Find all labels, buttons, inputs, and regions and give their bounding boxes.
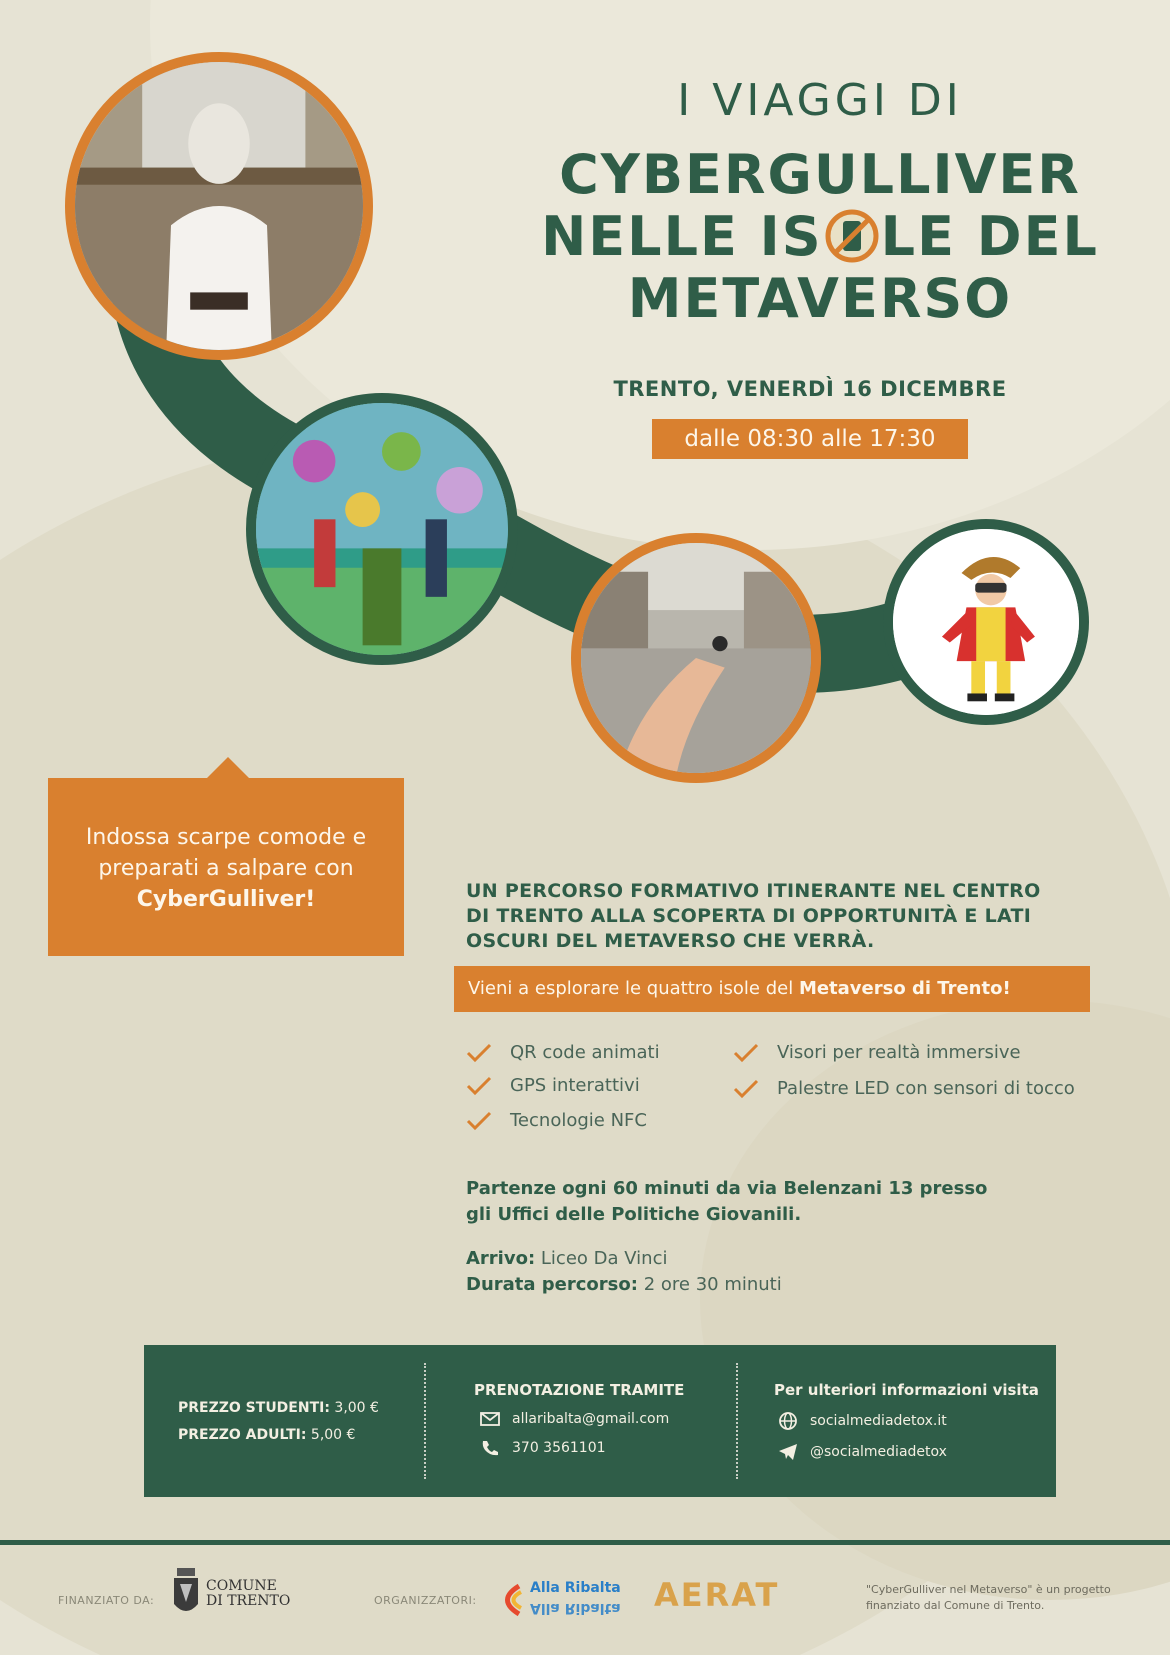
- aerat-logo: AERAT: [654, 1576, 780, 1614]
- feature-label: Palestre LED con sensori di tocco: [777, 1078, 1075, 1099]
- arrival-value: Liceo Da Vinci: [540, 1248, 668, 1269]
- feature-item: [466, 1042, 660, 1063]
- title-line-3a: NELLE IS: [541, 205, 823, 268]
- price-students-label: PREZZO STUDENTI:: [178, 1400, 330, 1416]
- comune-logo: [172, 1568, 290, 1620]
- title-line-3: [500, 205, 1140, 268]
- event-date: TRENTO, VENERDÌ 16 DICEMBRE: [613, 377, 1007, 401]
- arrival-label: Arrivo:: [466, 1248, 536, 1269]
- callout-box: [48, 778, 404, 956]
- departure-text: [466, 1176, 1106, 1228]
- info-title: Per ulteriori informazioni visita: [774, 1381, 1039, 1399]
- info-website[interactable]: socialmediadetox.it: [810, 1413, 947, 1429]
- title-line-2: CYBERGULLIVER: [559, 143, 1081, 206]
- price-adults-value: 5,00 €: [310, 1427, 356, 1443]
- banner-text: Vieni a esplorare le quattro isole del: [468, 978, 799, 999]
- separator: [424, 1363, 426, 1479]
- arrival-info: [466, 1246, 782, 1298]
- booking-phone[interactable]: 370 3561101: [512, 1440, 606, 1456]
- telegram-icon: [778, 1443, 798, 1461]
- title-line-4: METAVERSO: [627, 267, 1013, 330]
- check-icon: [733, 1079, 759, 1099]
- organizers-label: ORGANIZZATORI:: [374, 1594, 477, 1607]
- footer-divider: [0, 1540, 1170, 1545]
- explore-banner: [454, 966, 1090, 1012]
- prices: [178, 1395, 379, 1449]
- financed-label: FINANZIATO DA:: [58, 1594, 155, 1607]
- envelope-icon: [480, 1412, 500, 1426]
- departure-line-2: gli Uffici delle Politiche Giovanili.: [466, 1204, 802, 1225]
- title-line-3b: LE DEL: [880, 205, 1099, 268]
- more-info: [774, 1381, 1039, 1461]
- price-adults-label: PREZZO ADULTI:: [178, 1427, 307, 1443]
- footer-note: [866, 1582, 1111, 1614]
- intro-line-2: DI TRENTO ALLA SCOPERTA DI OPPORTUNITÀ E LATI: [466, 905, 1032, 927]
- photo-gulliver-actor: [65, 52, 373, 360]
- info-telegram[interactable]: @socialmediadetox: [810, 1444, 947, 1460]
- footer-note-line-2: finanziato dal Comune di Trento.: [866, 1599, 1045, 1612]
- callout-line-3: CyberGulliver!: [136, 887, 316, 912]
- comune-line-1: COMUNE: [206, 1578, 277, 1594]
- check-icon: [466, 1111, 492, 1131]
- comune-line-2: DI TRENTO: [206, 1593, 291, 1609]
- comune-text: [206, 1579, 290, 1609]
- photo-led-wall-kids: [246, 393, 518, 665]
- feature-label: QR code animati: [510, 1042, 660, 1063]
- callout-line-2: preparati a salpare con: [98, 856, 354, 881]
- photo-cybergulliver-character: [883, 519, 1089, 725]
- booking-email-row[interactable]: [474, 1411, 684, 1427]
- alla-ribalta-arc-icon: [494, 1580, 524, 1620]
- footer-note-line-1: "CyberGulliver nel Metaverso" è un progetto: [866, 1583, 1111, 1596]
- alla-ribalta-text: Alla Ribalta: [530, 1580, 621, 1596]
- separator: [736, 1363, 738, 1479]
- coat-of-arms-icon: [172, 1568, 200, 1620]
- intro-text: [466, 879, 1106, 954]
- banner-bold: Metaverso di Trento!: [798, 978, 1011, 999]
- info-box: [144, 1345, 1056, 1497]
- feature-item: [466, 1075, 640, 1096]
- duration-label: Durata percorso:: [466, 1274, 638, 1295]
- booking: [474, 1381, 684, 1457]
- info-website-row[interactable]: [774, 1411, 1039, 1431]
- feature-label: Tecnologie NFC: [510, 1110, 647, 1131]
- check-icon: [466, 1076, 492, 1096]
- feature-item: [733, 1042, 1021, 1063]
- photo-hand-city-street: [571, 533, 821, 783]
- check-icon: [466, 1043, 492, 1063]
- feature-item: [466, 1110, 647, 1131]
- callout-line-1: Indossa scarpe comode e: [85, 825, 367, 850]
- intro-line-1: UN PERCORSO FORMATIVO ITINERANTE NEL CENTRO: [466, 880, 1041, 902]
- duration-row: [466, 1272, 782, 1298]
- check-icon: [733, 1043, 759, 1063]
- info-telegram-row[interactable]: [774, 1443, 1039, 1461]
- phone-icon: [480, 1439, 500, 1457]
- alla-ribalta-logo: [494, 1578, 622, 1622]
- booking-title: PRENOTAZIONE TRAMITE: [474, 1381, 685, 1399]
- departure-line-1: Partenze ogni 60 minuti da via Belenzani 13 presso: [466, 1178, 988, 1199]
- alla-ribalta-reflection: Alla Ribalta: [530, 1600, 621, 1616]
- booking-phone-row[interactable]: [474, 1439, 684, 1457]
- no-phone-icon: [825, 209, 879, 263]
- price-adults: [178, 1422, 379, 1449]
- feature-label: Visori per realtà immersive: [777, 1042, 1021, 1063]
- feature-label: GPS interattivi: [510, 1075, 640, 1096]
- intro-line-3: OSCURI DEL METAVERSO CHE VERRÀ.: [466, 930, 875, 952]
- globe-icon: [778, 1411, 798, 1431]
- event-time: dalle 08:30 alle 17:30: [652, 419, 968, 459]
- duration-value: 2 ore 30 minuti: [643, 1274, 782, 1295]
- feature-item: [733, 1078, 1075, 1099]
- booking-email[interactable]: allaribalta@gmail.com: [512, 1411, 670, 1427]
- title-line-1: I VIAGGI DI: [677, 75, 963, 126]
- price-students: [178, 1395, 379, 1422]
- price-students-value: 3,00 €: [334, 1400, 379, 1416]
- arrival-row: [466, 1246, 782, 1272]
- callout-pointer: [206, 757, 250, 779]
